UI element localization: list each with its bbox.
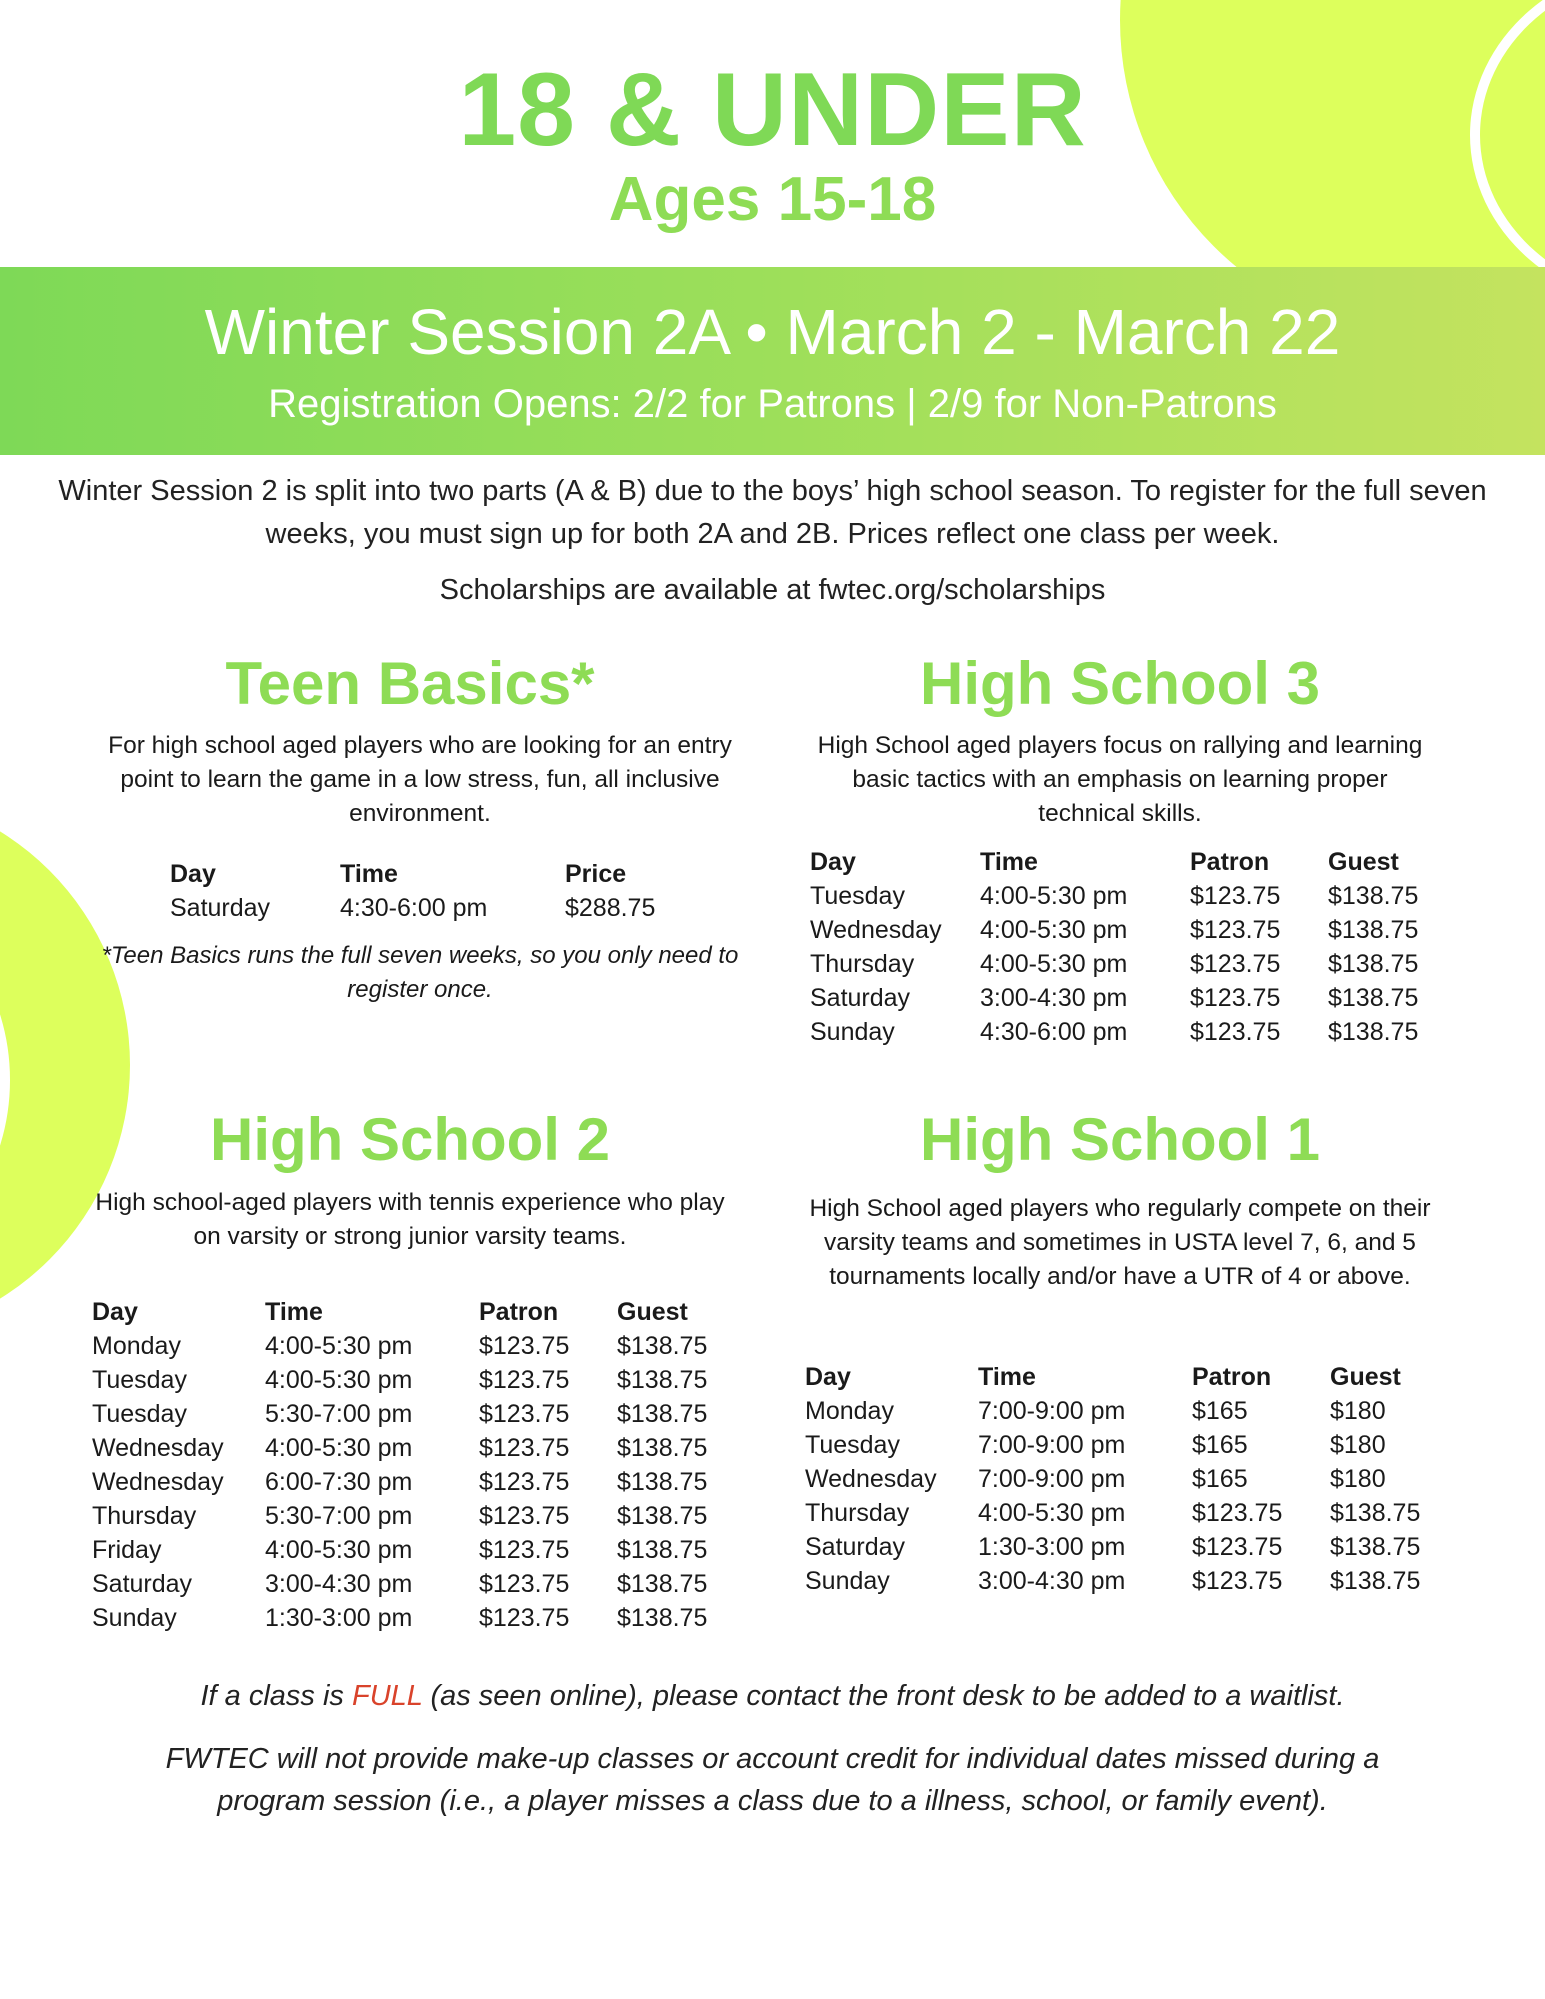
table-cell: $123.75: [479, 1434, 570, 1462]
table-cell: 5:30-7:00 pm: [265, 1400, 413, 1428]
column-header: Time: [265, 1298, 323, 1326]
table-cell: 7:00-9:00 pm: [978, 1465, 1126, 1493]
table-cell: $123.75: [479, 1502, 570, 1530]
table-cell: $123.75: [479, 1366, 570, 1394]
table-cell: Saturday: [170, 894, 271, 922]
table-cell: 4:00-5:30 pm: [265, 1366, 413, 1394]
session-intro-text: Winter Session 2 is split into two parts (A & B) due to the boys’ high school season. To register for the full seven weeks, you must sign up for both 2A and 2B. Prices reflect one class per week.: [58, 475, 1487, 550]
table-cell: $123.75: [479, 1332, 570, 1360]
table-row: [805, 1530, 1440, 1564]
table-cell: $123.75: [1192, 1533, 1283, 1561]
table-cell: $123.75: [479, 1604, 570, 1632]
teen-basics-schedule-table: [170, 857, 685, 925]
table-cell: $123.75: [479, 1536, 570, 1564]
table-cell: $138.75: [1328, 984, 1419, 1012]
teen-basics-note: *Teen Basics runs the full seven weeks, so you only need to register once.: [101, 942, 739, 1003]
table-cell: Thursday: [92, 1502, 197, 1530]
table-cell: 4:30-6:00 pm: [980, 1018, 1128, 1046]
table-cell: 4:00-5:30 pm: [980, 882, 1128, 910]
table-row: [92, 1567, 727, 1601]
table-cell: Saturday: [92, 1570, 193, 1598]
session-banner: [0, 267, 1545, 455]
table-cell: 4:00-5:30 pm: [265, 1536, 413, 1564]
table-cell: Thursday: [810, 950, 915, 978]
table-cell: $123.75: [1190, 916, 1281, 944]
table-row: [92, 1363, 727, 1397]
makeup-policy-notice: FWTEC will not provide make-up classes or account credit for individual dates missed during a program session (i.e., a player misses a class due to a illness, school, or family event).: [165, 1743, 1380, 1817]
table-header-row: [92, 1295, 727, 1329]
table-cell: 1:30-3:00 pm: [978, 1533, 1126, 1561]
table-row: [92, 1533, 727, 1567]
table-header-row: [170, 857, 685, 891]
table-cell: $138.75: [617, 1332, 708, 1360]
table-cell: $123.75: [1190, 950, 1281, 978]
column-header: Patron: [1190, 848, 1270, 876]
high-school-3-title: High School 3: [919, 650, 1321, 717]
table-cell: $138.75: [1330, 1567, 1421, 1595]
high-school-3-schedule-table: [810, 845, 1438, 1049]
column-header: Time: [980, 848, 1038, 876]
table-cell: Wednesday: [92, 1468, 224, 1496]
column-header: Day: [810, 848, 856, 876]
table-row: [805, 1394, 1440, 1428]
table-cell: Saturday: [810, 984, 911, 1012]
table-row: [810, 947, 1438, 981]
scholarship-notice: Scholarships are available at fwtec.org/scholarships: [439, 574, 1106, 606]
table-row: [170, 891, 685, 925]
table-cell: $165: [1192, 1431, 1248, 1459]
table-cell: 4:00-5:30 pm: [978, 1499, 1126, 1527]
high-school-3-description: High School aged players focus on rallying and learning basic tactics with an emphasis on learning proper technical skills.: [817, 732, 1423, 827]
table-cell: Sunday: [805, 1567, 890, 1595]
table-cell: 7:00-9:00 pm: [978, 1431, 1126, 1459]
table-row: [805, 1496, 1440, 1530]
table-cell: 3:00-4:30 pm: [265, 1570, 413, 1598]
waitlist-prefix: If a class is: [200, 1680, 352, 1712]
table-cell: 6:00-7:30 pm: [265, 1468, 413, 1496]
table-cell: Friday: [92, 1536, 162, 1564]
table-cell: Wednesday: [92, 1434, 224, 1462]
table-cell: 4:00-5:30 pm: [265, 1332, 413, 1360]
table-row: [92, 1397, 727, 1431]
table-cell: 5:30-7:00 pm: [265, 1502, 413, 1530]
table-cell: $180: [1330, 1431, 1386, 1459]
high-school-2-description: High school-aged players with tennis experience who play on varsity or strong junior varsity teams.: [95, 1189, 725, 1250]
table-cell: $138.75: [1328, 916, 1419, 944]
table-cell: 4:00-5:30 pm: [980, 950, 1128, 978]
table-cell: $180: [1330, 1465, 1386, 1493]
table-cell: $123.75: [1190, 1018, 1281, 1046]
column-header: Guest: [617, 1298, 688, 1326]
table-cell: Saturday: [805, 1533, 906, 1561]
table-cell: Sunday: [810, 1018, 895, 1046]
high-school-1-description: High School aged players who regularly compete on their varsity teams and sometimes in USTA level 7, 6, and 5 tournaments locally and/or have a UTR of 4 or above.: [809, 1195, 1431, 1290]
table-cell: $138.75: [617, 1400, 708, 1428]
high-school-2-title: High School 2: [209, 1106, 611, 1173]
registration-dates: Registration Opens: 2/2 for Patrons | 2/9 for Non-Patrons: [268, 382, 1277, 426]
table-cell: Wednesday: [805, 1465, 937, 1493]
table-cell: Tuesday: [92, 1366, 187, 1394]
table-row: [810, 1015, 1438, 1049]
column-header: Guest: [1330, 1363, 1401, 1391]
table-cell: Wednesday: [810, 916, 942, 944]
high-school-1-title: High School 1: [919, 1106, 1321, 1173]
table-cell: 4:00-5:30 pm: [980, 916, 1128, 944]
table-cell: $123.75: [1192, 1499, 1283, 1527]
table-cell: 1:30-3:00 pm: [265, 1604, 413, 1632]
table-cell: 3:00-4:30 pm: [978, 1567, 1126, 1595]
table-cell: $138.75: [1328, 882, 1419, 910]
table-cell: $138.75: [617, 1366, 708, 1394]
table-row: [92, 1601, 727, 1635]
table-cell: $138.75: [617, 1434, 708, 1462]
column-header: Day: [92, 1298, 138, 1326]
high-school-2-schedule-table: [92, 1295, 727, 1635]
waitlist-notice: [0, 1676, 1545, 1716]
column-header: Day: [805, 1363, 851, 1391]
waitlist-suffix: (as seen online), please contact the front desk to be added to a waitlist.: [422, 1680, 1345, 1712]
table-cell: 3:00-4:30 pm: [980, 984, 1128, 1012]
teen-basics-title: Teen Basics*: [225, 650, 595, 717]
table-cell: 4:30-6:00 pm: [340, 894, 488, 922]
table-row: [92, 1329, 727, 1363]
column-header: Guest: [1328, 848, 1399, 876]
table-cell: $138.75: [617, 1570, 708, 1598]
table-cell: $138.75: [1328, 950, 1419, 978]
table-row: [810, 879, 1438, 913]
full-status-word: FULL: [352, 1680, 423, 1712]
column-header: Price: [565, 860, 627, 888]
column-header: Time: [978, 1363, 1036, 1391]
table-cell: $180: [1330, 1397, 1386, 1425]
table-cell: $123.75: [1192, 1567, 1283, 1595]
column-header: Patron: [479, 1298, 559, 1326]
table-cell: $123.75: [479, 1468, 570, 1496]
high-school-1-schedule-table: [805, 1360, 1440, 1598]
table-cell: $138.75: [1328, 1018, 1419, 1046]
page-title: 18 & UNDER: [458, 52, 1087, 168]
table-cell: $288.75: [565, 894, 656, 922]
table-row: [805, 1564, 1440, 1598]
table-row: [92, 1465, 727, 1499]
table-cell: Thursday: [805, 1499, 910, 1527]
table-cell: Tuesday: [92, 1400, 187, 1428]
age-range-subtitle: Ages 15-18: [608, 165, 937, 234]
table-cell: Sunday: [92, 1604, 177, 1632]
table-cell: $123.75: [1190, 984, 1281, 1012]
table-header-row: [805, 1360, 1440, 1394]
table-row: [805, 1462, 1440, 1496]
session-title: Winter Session 2A • March 2 - March 22: [204, 296, 1341, 368]
table-cell: Monday: [805, 1397, 894, 1425]
table-cell: $165: [1192, 1465, 1248, 1493]
table-row: [805, 1428, 1440, 1462]
table-row: [810, 981, 1438, 1015]
table-cell: 4:00-5:30 pm: [265, 1434, 413, 1462]
table-cell: Tuesday: [805, 1431, 900, 1459]
table-cell: $123.75: [479, 1400, 570, 1428]
column-header: Patron: [1192, 1363, 1272, 1391]
table-cell: $138.75: [617, 1468, 708, 1496]
table-cell: $138.75: [617, 1502, 708, 1530]
table-cell: Monday: [92, 1332, 181, 1360]
table-cell: $138.75: [617, 1536, 708, 1564]
column-header: Day: [170, 860, 216, 888]
table-row: [92, 1499, 727, 1533]
table-row: [810, 913, 1438, 947]
table-cell: $123.75: [1190, 882, 1281, 910]
table-cell: $165: [1192, 1397, 1248, 1425]
table-cell: $123.75: [479, 1570, 570, 1598]
table-cell: Tuesday: [810, 882, 905, 910]
table-cell: $138.75: [617, 1604, 708, 1632]
table-header-row: [810, 845, 1438, 879]
tennis-ball-decoration-left: [0, 790, 130, 1340]
table-row: [92, 1431, 727, 1465]
column-header: Time: [340, 860, 398, 888]
table-cell: 7:00-9:00 pm: [978, 1397, 1126, 1425]
teen-basics-description: For high school aged players who are looking for an entry point to learn the game in a low stress, fun, all inclusive environment.: [108, 732, 732, 827]
table-cell: $138.75: [1330, 1533, 1421, 1561]
table-cell: $138.75: [1330, 1499, 1421, 1527]
